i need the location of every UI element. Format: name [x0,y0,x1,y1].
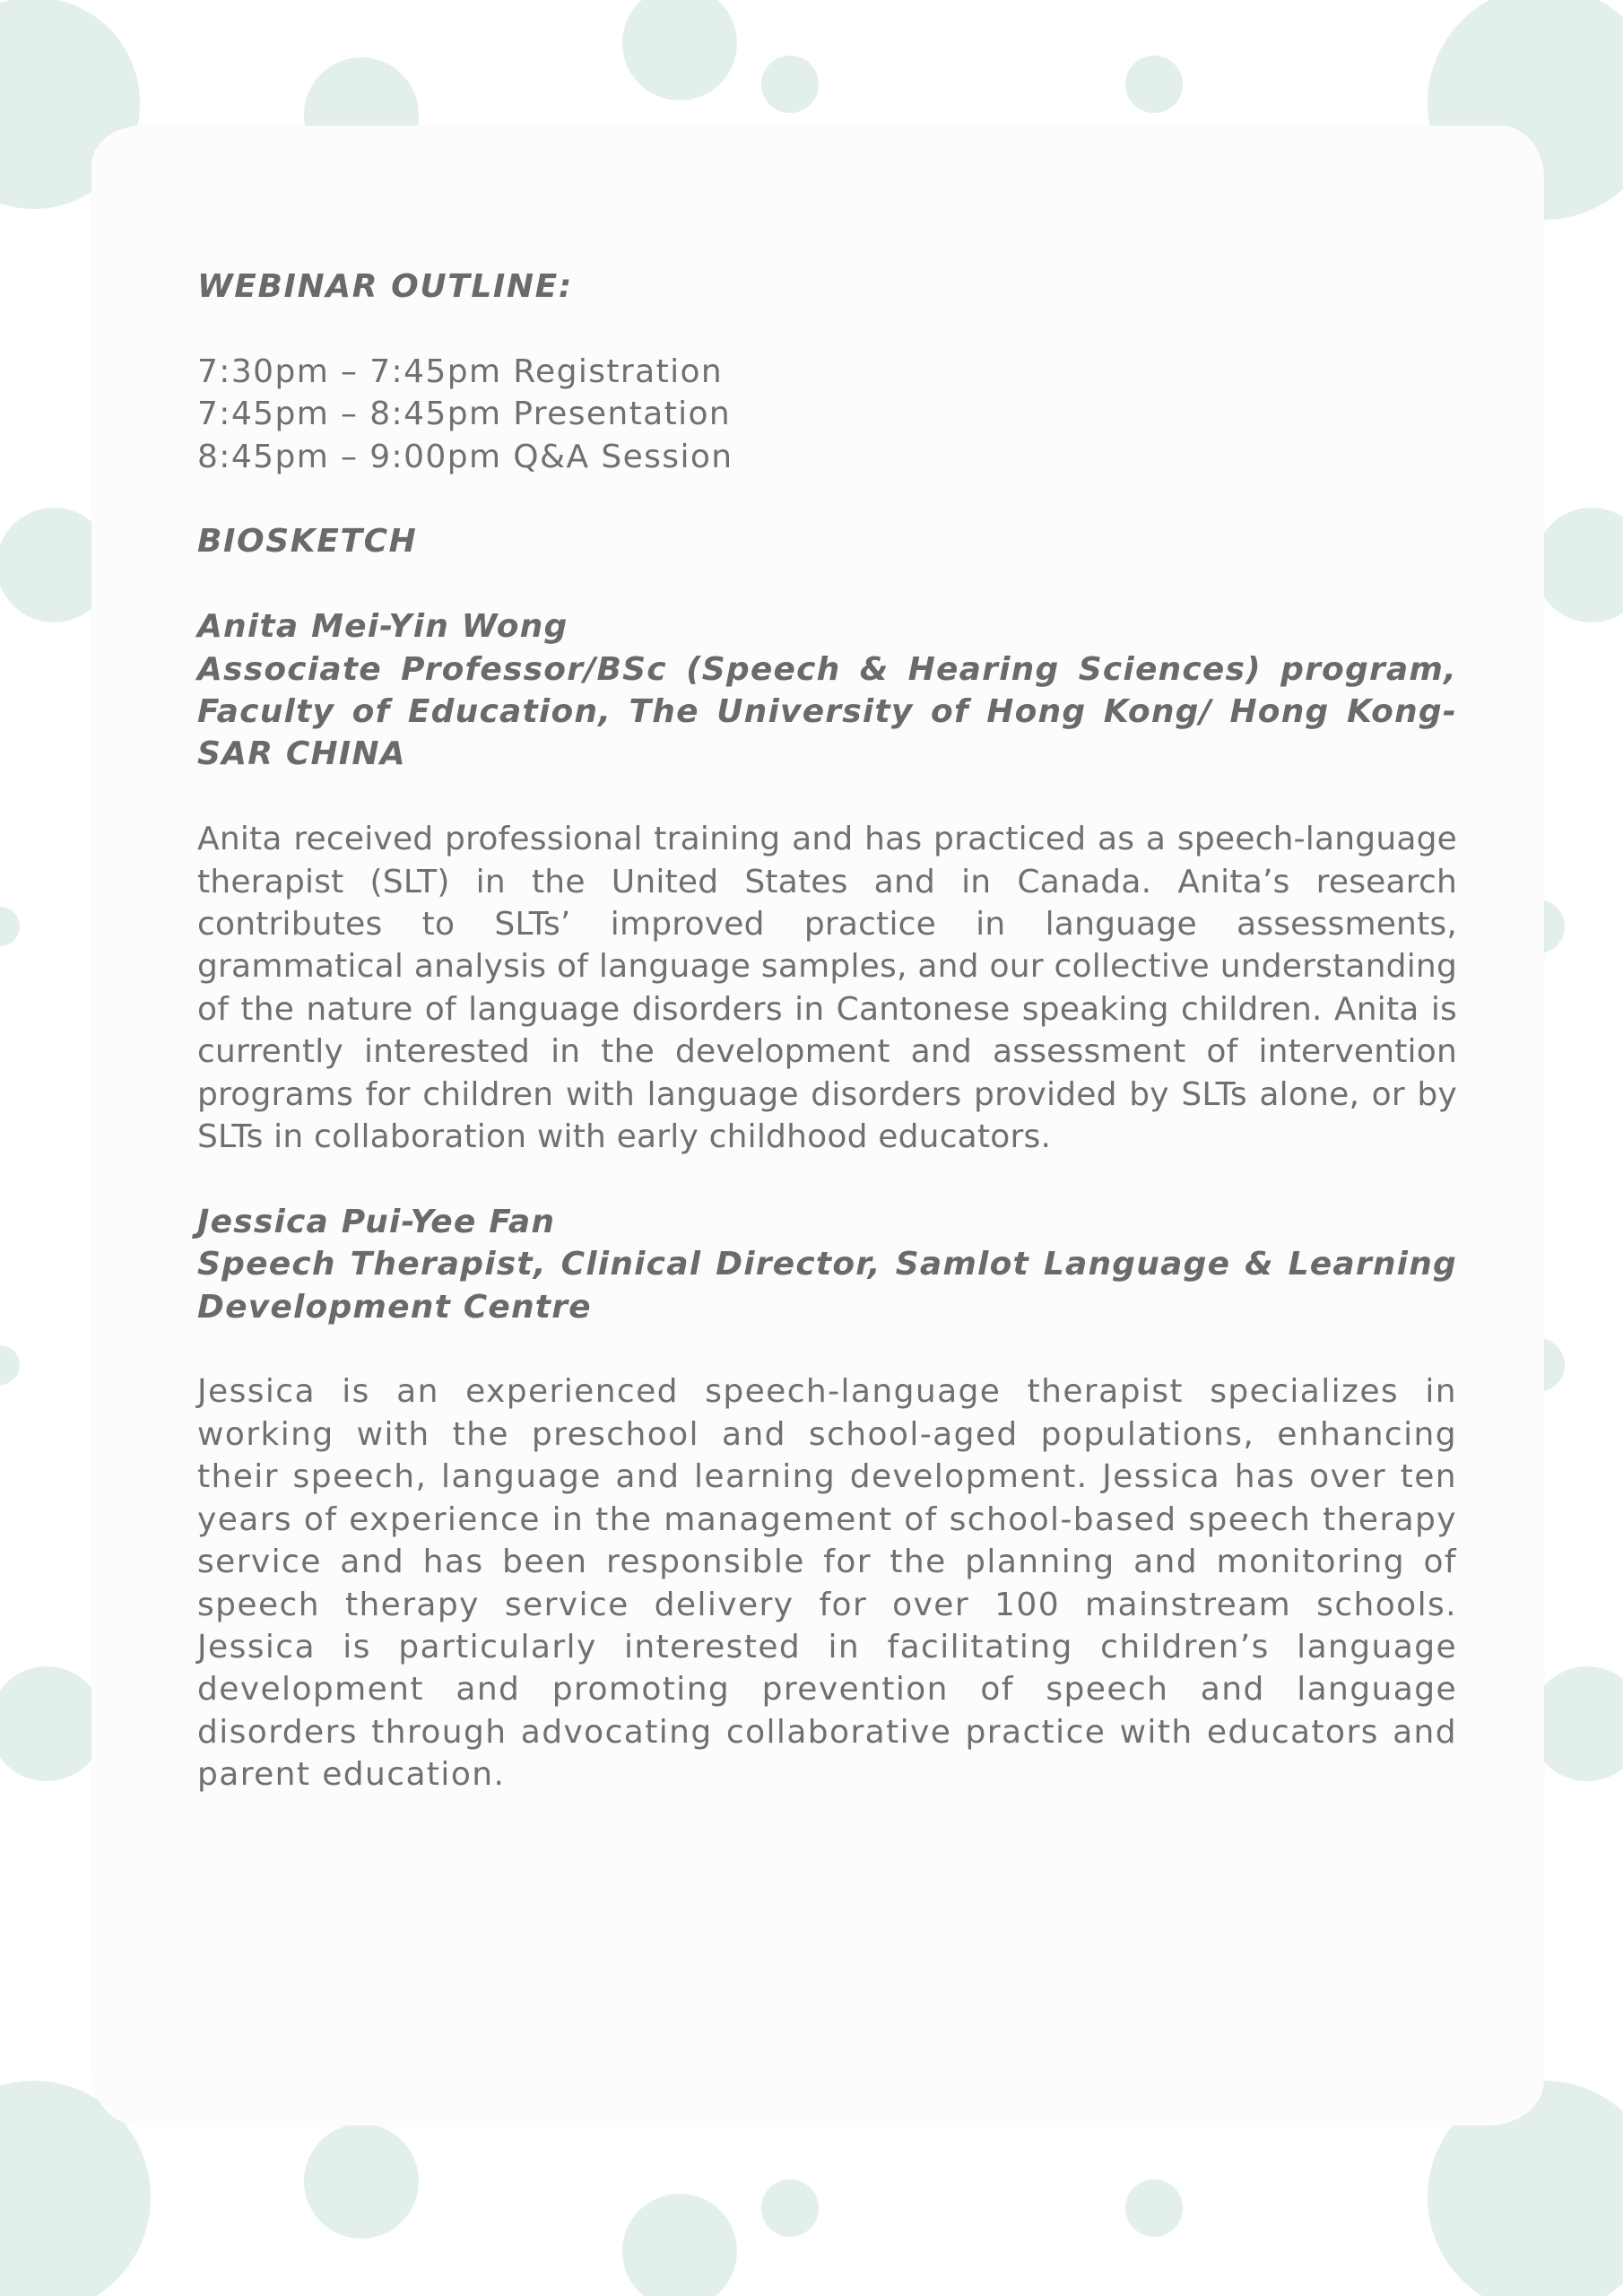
schedule-item-presentation: 7:45pm – 8:45pm Presentation [197,396,732,433]
schedule-item-qa-session: 8:45pm – 9:00pm Q&A Session [197,438,733,475]
dot-bottom-center [622,2194,737,2296]
biosketch-heading: BIOSKETCH [197,523,418,561]
dot-left-4 [0,1666,104,1781]
speaker-bio: Anita received professional training and has practiced as a speech-language therapist (SLT) in the United States and in Canada. Anita’s research contributes to SLTs’ improved practice in language assessments, grammatical analysis of language samples, and our collective understanding of the nature of language disorders in Cantonese speaking children. Anita is currently interested in the development and assessment of intervention programs for children with language disorders provided by SLTs alone, or by SLTs in collaboration with early childhood educators. [197,821,1457,1156]
schedule-item-registration: 7:30pm – 7:45pm Registration [197,352,724,390]
dot-top-tiny-right [1125,56,1183,113]
speaker-name: Anita Mei-Yin Wong [197,608,568,646]
dot-left-2 [0,907,20,946]
speaker-jessica [197,1201,1457,1796]
dot-top-tiny [761,56,819,113]
speaker-title: Speech Therapist, Clinical Director, Samlot Language & Learning Development Centre [197,1246,1457,1326]
dot-bottom-tiny-right [1125,2179,1183,2237]
dot-bottom-tiny [761,2179,819,2237]
dot-right-1 [1534,508,1623,622]
dot-left-3 [0,1345,20,1385]
speaker-name: Jessica Pui-Yee Fan [197,1203,556,1240]
speaker-bio: Jessica is an experienced speech-language therapist specializes in working with the preschool and school-aged populations, enhancing their speech, language and learning development. Jessica has over ten years of experience in the management of school-based speech therapy service and has been responsible for the planning and monitoring of speech therapy service delivery for over 100 mainstream schools. Jessica is particularly interested in facilitating children’s language development and promoting prevention of speech and language disorders through advocating collaborative practice with educators and parent education. [197,1373,1457,1794]
speaker-anita [197,605,1457,1158]
dot-top-center [622,0,737,100]
webinar-outline-section [197,265,1457,478]
dot-bottom-small-left [304,2124,419,2239]
speaker-title: Associate Professor/BSc (Speech & Hearing Sciences) program, Faculty of Education, The University of Hong Kong/ Hong Kong-SAR CHINA [197,650,1457,773]
document-content [197,265,1457,1796]
webinar-outline-heading: WEBINAR OUTLINE: [197,268,573,305]
biosketch-section [197,520,1457,1796]
